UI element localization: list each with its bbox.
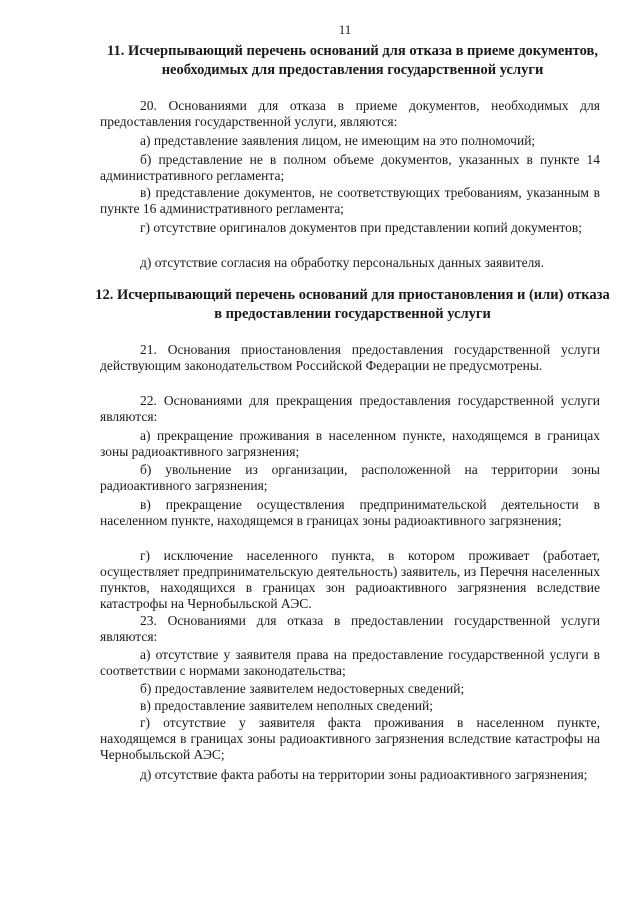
item-22-g: г) исключение населенного пункта, в котором проживает (работает, осуществляет предпринимательскую деятельность) заявитель, из Перечня населенных пунктов, находящихся в границах зон радиоактивного загрязнения вследствие катастрофы на Чернобыльской АЭС. [100,548,600,611]
item-20-b: б) представление не в полном объеме документов, указанных в пункте 14 административного регламента; [100,152,600,183]
paragraph-20: 20. Основаниями для отказа в приеме документов, необходимых для предоставления государственной услуги, являются: [100,98,600,129]
item-23-g: г) отсутствие у заявителя факта проживания в населенном пункте, находящемся в границах зоны радиоактивного загрязнения вследствие катастрофы на Чернобыльской АЭС; [100,715,600,762]
page-number: 11 [338,22,352,37]
item-22-a: а) прекращение проживания в населенном пункте, находящемся в границах зоны радиоактивного загрязнения; [100,428,600,459]
section-11-heading: 11. Исчерпывающий перечень оснований для отказа в приеме документов, необходимых для предоставления государственной услуги [107,43,598,78]
item-22-b: б) увольнение из организации, расположенной на территории зоны радиоактивного загрязнения; [100,462,600,493]
section-12-heading: 12. Исчерпывающий перечень оснований для приостановления и (или) отказа в предоставлении государственной услуги [95,287,610,322]
item-23-v: в) предоставление заявителем неполных сведений; [140,698,434,713]
paragraph-22: 22. Основаниями для прекращения предоставления государственной услуги являются: [100,393,600,424]
item-20-a: а) представление заявления лицом, не имеющим на это полномочий; [140,133,536,148]
item-23-d: д) отсутствие факта работы на территории зоны радиоактивного загрязнения; [140,767,588,782]
item-20-v: в) представление документов, не соответствующих требованиям, указанным в пункте 16 административного регламента; [100,185,600,216]
item-20-g: г) отсутствие оригиналов документов при представлении копий документов; [140,220,582,235]
item-20-d: д) отсутствие согласия на обработку персональных данных заявителя. [140,255,544,270]
paragraph-23: 23. Основаниями для отказа в предоставлении государственной услуги являются: [100,613,600,644]
item-22-v: в) прекращение осуществления предпринимательской деятельности в населенном пункте, находящемся в границах зоны радиоактивного загрязнения; [100,497,600,528]
item-23-b: б) предоставление заявителем недостоверных сведений; [140,681,465,696]
item-23-a: а) отсутствие у заявителя права на предоставление государственной услуги в соответствии с нормами законодательства; [100,647,600,678]
paragraph-21: 21. Основания приостановления предоставления государственной услуги действующим законодательством Российской Федерации не предусмотрены. [100,342,600,373]
